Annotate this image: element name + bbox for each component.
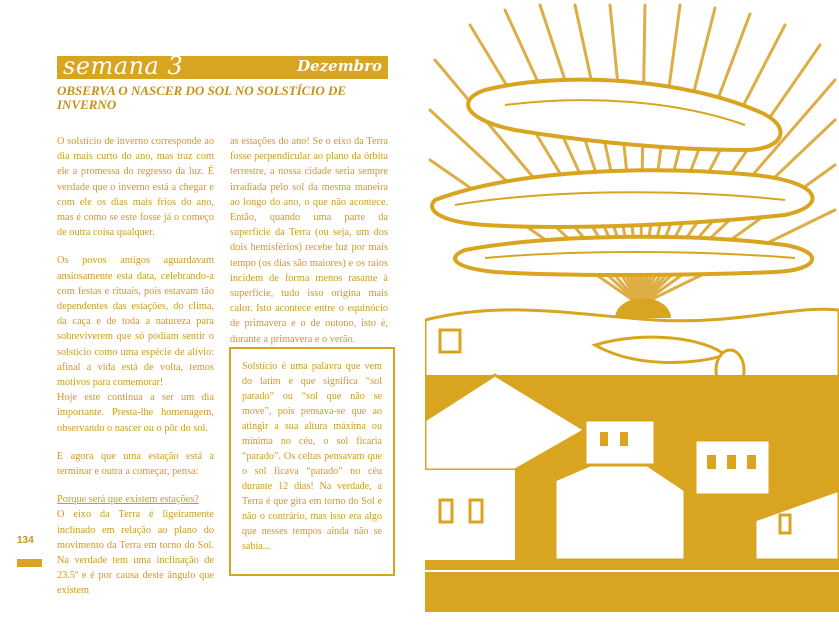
illustration-page bbox=[425, 0, 839, 625]
paragraph: E agora que uma estação está a terminar e outra a começar, pensa: bbox=[57, 450, 214, 478]
header-band bbox=[57, 52, 388, 80]
sunrise-illustration bbox=[425, 0, 839, 625]
page-number-bar bbox=[17, 559, 42, 567]
page-subtitle: OBSERVA O NASCER DO SOL NO SOLSTÍCIO DE INVERNO bbox=[57, 83, 347, 112]
question-heading: Porque será que existem estações? bbox=[57, 494, 199, 506]
paragraph: as estações do ano! Se o eixo da Terra fosse perpendicular ao plano da órbita terrestre, a nossa cidade seria sempre irradiada pelo sol da mesma maneira ao longo do ano, o que não acontece. Então, quando uma parte da superfície da Terra (ou seja, um dos dois hemisférios) recebe luz por mais tempo (os dias são maiores) e os raios incidem de forma menos rasante à superfície, tudo isso origina mais calor. Isto acontece entre o equinócio de primavera e o de outono, isto é, durante a primavera e o verão. bbox=[230, 136, 388, 345]
paragraph: O solstício de inverno corresponde ao dia mais curto do ano, mas traz com ele a promessa do regresso da luz. É verdade que o inverno está a chegar e com ele os dias mais frios do ano, mas é como se este fosse já o começo de outra coisa qualquer. bbox=[57, 136, 214, 239]
question-paragraph bbox=[57, 492, 214, 598]
week-title: semana 3 bbox=[63, 52, 184, 80]
paragraph: Hoje este continua a ser um dia importante. Presta-lhe homenagem, observando o nascer ou o pôr do sol. bbox=[57, 392, 214, 434]
month-label: Dezembro bbox=[297, 57, 382, 75]
page-number: 134 bbox=[17, 535, 34, 546]
paragraph: Os povos antigos aguardavam ansiosamente esta data, celebrando-a com festas e rituais, pois estavam tão dependentes das estações, do clima, da caça e de toda a natureza para sobreviverem que só podiam sentir o solstício como uma espécie de alívio: afinal a vida está de volta, temos motivos para comemorar! bbox=[57, 255, 214, 389]
text-column-2 bbox=[230, 134, 388, 360]
bottom-bar bbox=[425, 572, 839, 612]
paragraph: O eixo da Terra é ligeiramente inclinado em relação ao plano do movimento da Terra em torno do Sol. Na verdade tem uma inclinação de 23.5º e é por causa deste ângulo que existem bbox=[57, 509, 214, 597]
info-box: Solstício é uma palavra que vem do latim e que significa “sol parado” ou “sol que não se move”, pois pensava-se que ao atingir a sua altura máxima ou mínima no céu, o sol ficaria “parado”. Os celtas pensavam que o sol ficava “parado” no céu durante 12 dias! Na verdade, a Terra é que gira em torno do Sol e não o contrário, mas isso era algo que nesses tempos ainda não se sabia... bbox=[229, 347, 395, 576]
text-column-1 bbox=[57, 134, 214, 599]
